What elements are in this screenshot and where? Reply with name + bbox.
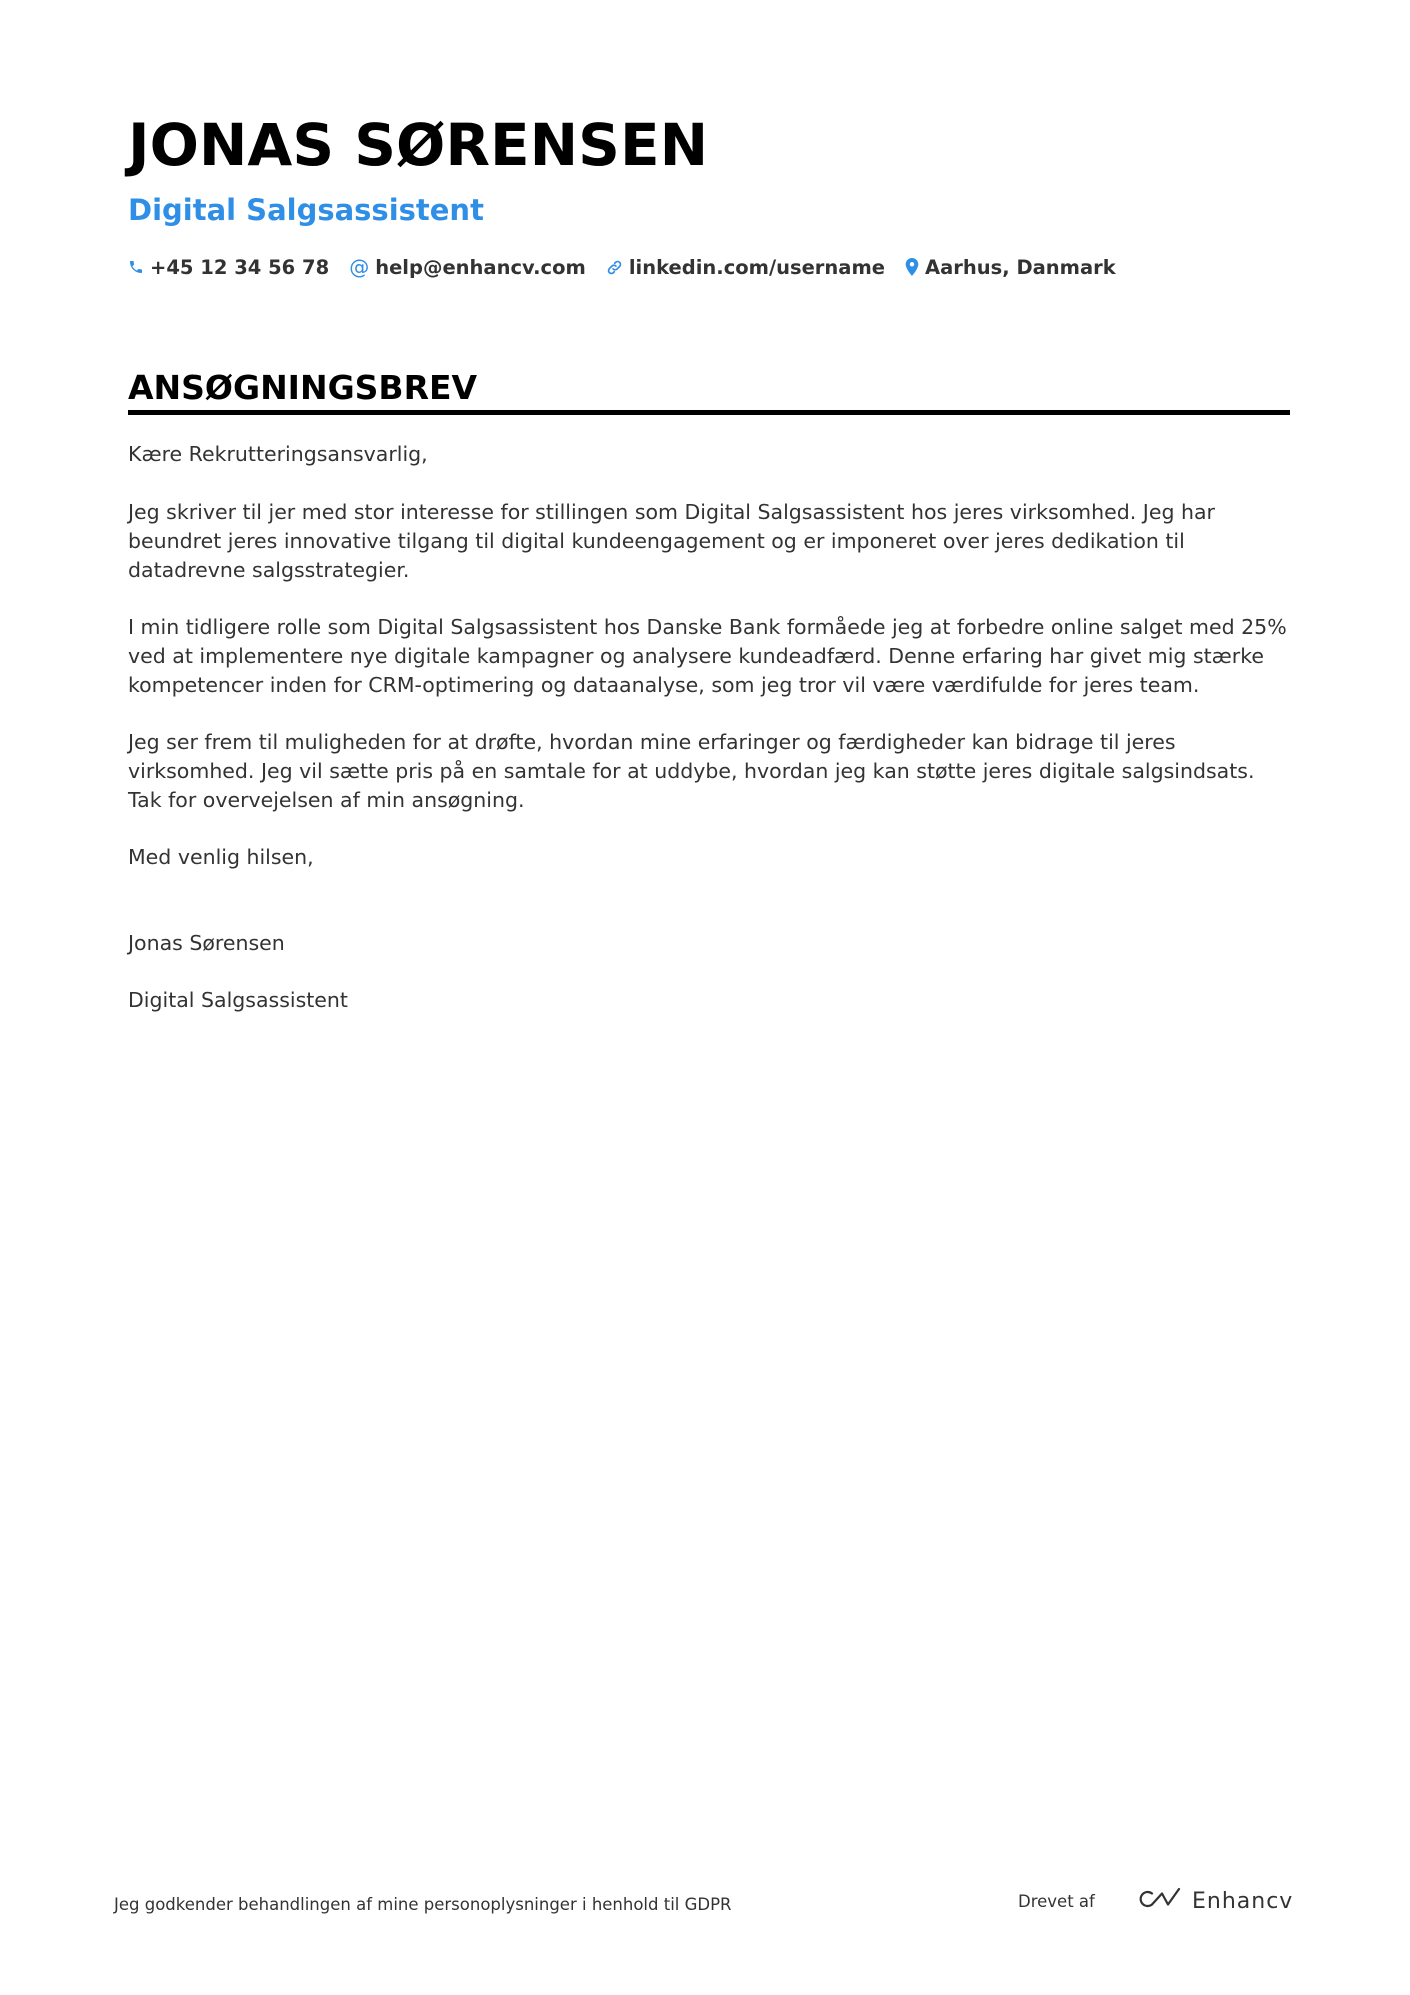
phone-icon [128,259,144,275]
location-pin-icon [905,258,919,276]
candidate-title: Digital Salgsassistent [128,193,484,227]
brand-name: Enhancv [1192,1888,1294,1914]
section-divider [128,410,1290,415]
contact-phone [128,256,329,279]
gdpr-consent: Jeg godkender behandlingen af mine personoplysninger i henhold til GDPR [114,1895,732,1914]
paragraph: I min tidligere rolle som Digital Salgsassistent hos Danske Bank formåede jeg at forbedre online salget med 25% ved at implementere nye digitale kampagner og analysere kundeadfærd. Denne erfaring har givet mig stærke kompetencer inden for CRM-optimering og dataanalyse, som jeg tror vil være værdifulde for jeres team. [128,615,1287,697]
email-text: help@enhancv.com [375,255,586,279]
paragraph: Jeg ser frem til muligheden for at drøfte, hvordan mine erfaringer og færdigheder kan bidrage til jeres virksomhed. Jeg vil sætte pris på en samtale for at uddybe, hvordan jeg kan støtte jeres digitale salgsindsats. Tak for overvejelsen af min ansøgning. [128,730,1255,812]
phone-text: +45 12 34 56 78 [150,255,330,279]
contact-bar [128,252,1116,282]
signature-title: Digital Salgsassistent [128,988,348,1012]
contact-linkedin [606,256,885,279]
section-title: ANSØGNINGSBREV [128,368,478,407]
at-icon: @ [349,255,370,279]
powered-by-label: Drevet af [1018,1892,1095,1911]
contact-location [905,256,1116,279]
contact-email [349,255,586,279]
closing: Med venlig hilsen, [128,845,314,869]
linkedin-text: linkedin.com/username [628,255,886,279]
salutation: Kære Rekrutteringsansvarlig, [128,442,428,466]
brand-logo[interactable] [1138,1886,1293,1916]
signature-name: Jonas Sørensen [128,931,285,955]
letter-body [128,440,1290,1015]
enhancv-logo-icon [1138,1886,1182,1916]
location-text: Aarhus, Danmark [925,255,1116,279]
paragraph: Jeg skriver til jer med stor interesse for stillingen som Digital Salgsassistent hos jeres virksomhed. Jeg har beundret jeres innovative tilgang til digital kundeengagement og er imponeret over jeres dedikation til datadrevne salgsstrategier. [128,500,1215,582]
candidate-name: JONAS SØRENSEN [128,111,709,179]
link-icon [606,259,623,276]
